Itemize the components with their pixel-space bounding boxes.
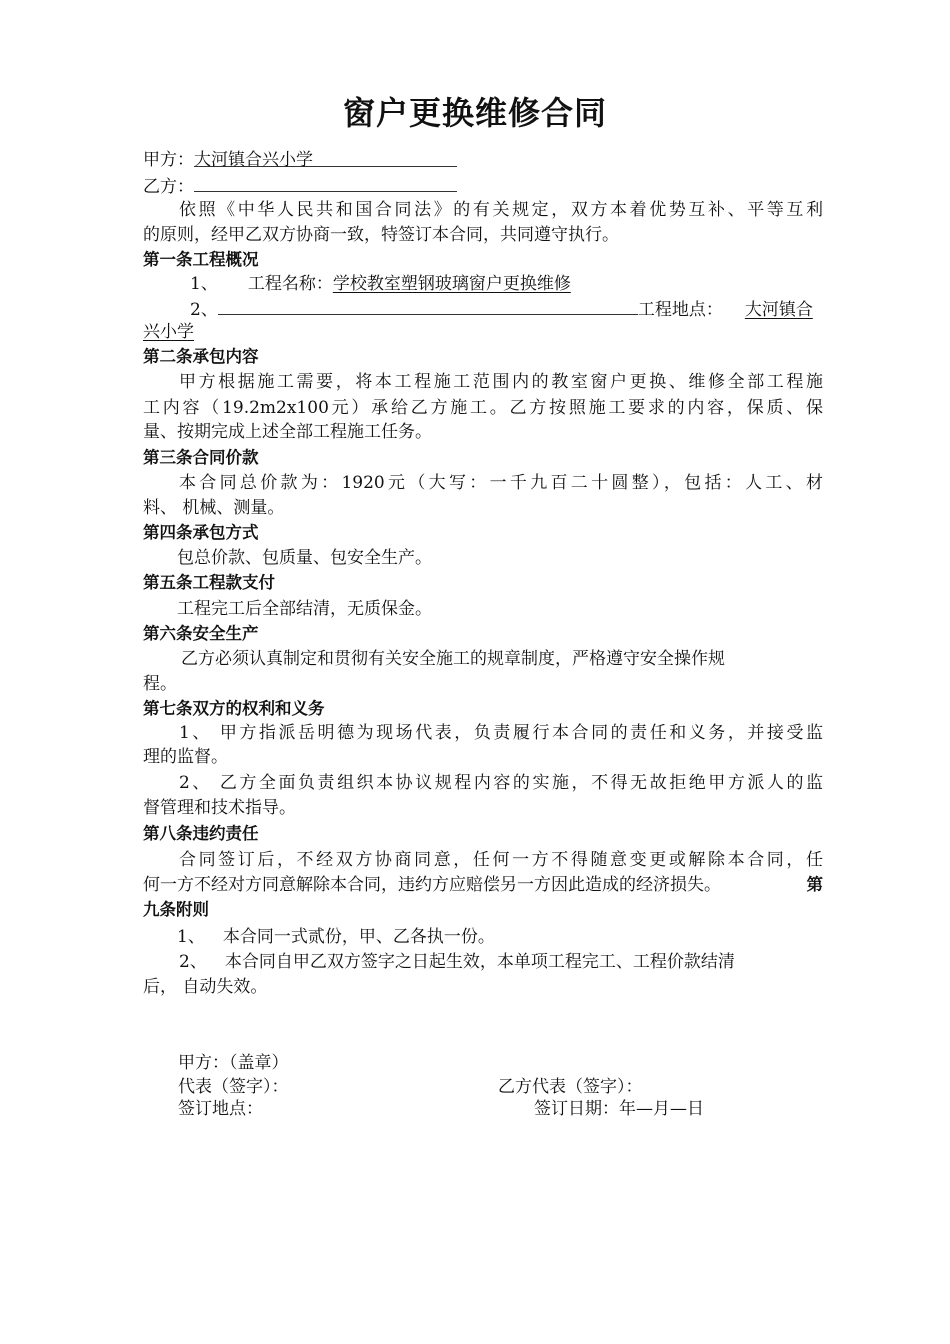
article-9-heading-start: 第 — [806, 875, 823, 894]
article-5-heading: 第五条工程款支付 — [143, 573, 275, 592]
article-7-heading: 第七条双方的权利和义务 — [143, 699, 325, 718]
project-name-label: 工程名称： — [247, 274, 333, 294]
project-location-label: 工程地点： — [637, 300, 723, 320]
article-2-line-2: 工内容（19.2m2x100元）承给乙方施工。乙方按照施工要求的内容，保质、保 — [143, 398, 823, 418]
party-a-representative: 代表（签字）： — [178, 1077, 289, 1097]
article-6-heading: 第六条安全生产 — [143, 624, 259, 643]
article-6-line-2: 程。 — [143, 674, 177, 694]
article-8-line-1: 合同签订后，不经双方协商同意，任何一方不得随意变更或解除本合同，任 — [179, 850, 823, 870]
article-9-item-1-text: 本合同一式贰份，甲、乙各执一份。 — [222, 927, 495, 947]
article-9-item-2-line-2: 后， 自动失效。 — [143, 977, 268, 997]
article-9-item-2 — [179, 950, 735, 974]
item-number: 1、 — [190, 274, 218, 294]
intro-line-1: 依照《中华人民共和国合同法》的有关规定，双方本着优势互补、平等互利 — [179, 200, 823, 220]
project-name-value: 学校教室塑钢玻璃窗户更换维修 — [332, 274, 571, 294]
party-b-field — [194, 173, 457, 192]
article-4-heading: 第四条承包方式 — [143, 523, 259, 542]
article-7-item-1-line-2: 理的监督。 — [143, 747, 228, 767]
article-1-item-1 — [190, 272, 571, 296]
article-7-item-2-line-1: 2、 乙方全面负责组织本协议规程内容的实施，不得无故拒绝甲方派人的监 — [179, 773, 823, 793]
party-a-seal: 甲方：（盖章） — [178, 1053, 289, 1073]
article-7-item-1-line-1: 1、 甲方指派岳明德为现场代表，负责履行本合同的责任和义务，并接受监 — [179, 723, 823, 743]
article-9-item-2-text: 本合同自甲乙双方签字之日起生效，本单项工程完工、工程价款结清 — [224, 952, 735, 972]
article-5-line-1: 工程完工后全部结清，无质保金。 — [177, 599, 432, 619]
article-8-line-2 — [143, 873, 823, 897]
article-9-item-1 — [177, 925, 495, 949]
article-3-heading: 第三条合同价款 — [143, 448, 259, 467]
party-a-value: 大河镇合兴小学 — [194, 150, 313, 170]
article-2-heading: 第二条承包内容 — [143, 347, 259, 366]
intro-line-2: 的原则，经甲乙双方协商一致，特签订本合同，共同遵守执行。 — [143, 225, 619, 245]
party-a-field — [194, 148, 457, 170]
party-a-line — [143, 148, 457, 172]
party-b-label: 乙方： — [143, 177, 194, 197]
item-2-blank — [218, 296, 638, 315]
article-8-line-2-text: 何一方不经对方同意解除本合同，违约方应赔偿另一方因此造成的经济损失。 — [143, 875, 721, 895]
article-3-line-1: 本合同总价款为：1920元（大写：一千九百二十圆整），包括：人工、材 — [179, 473, 823, 493]
item-number: 2、 — [190, 300, 218, 320]
item-number: 2、 — [179, 952, 207, 972]
party-b-representative: 乙方代表（签字）： — [498, 1077, 643, 1097]
article-4-line-1: 包总价款、包质量、包安全生产。 — [177, 548, 432, 568]
article-1-item-2 — [190, 296, 813, 322]
article-6-line-1: 乙方必须认真制定和贯彻有关安全施工的规章制度，严格遵守安全操作规 — [181, 649, 725, 669]
item-number: 1、 — [177, 927, 205, 947]
article-1-heading: 第一条工程概况 — [143, 250, 259, 269]
party-b-line — [143, 173, 457, 199]
article-9-heading-rest: 九条附则 — [143, 900, 209, 919]
signing-date: 签订日期：年—月—日 — [534, 1099, 704, 1119]
document-title: 窗户更换维修合同 — [342, 94, 607, 132]
article-2-line-1: 甲方根据施工需要，将本工程施工范围内的教室窗户更换、维修全部工程施 — [179, 372, 823, 392]
article-2-line-3: 量、按期完成上述全部工程施工任务。 — [143, 422, 432, 442]
article-7-item-2-line-2: 督管理和技术指导。 — [143, 798, 296, 818]
article-8-heading: 第八条违约责任 — [143, 824, 259, 843]
project-location-value-cont: 兴小学 — [143, 322, 194, 342]
project-location-value: 大河镇合 — [744, 300, 813, 320]
article-3-line-2: 料、 机械、测量。 — [143, 498, 285, 518]
signing-place: 签订地点： — [178, 1099, 263, 1119]
party-a-label: 甲方： — [143, 150, 194, 170]
